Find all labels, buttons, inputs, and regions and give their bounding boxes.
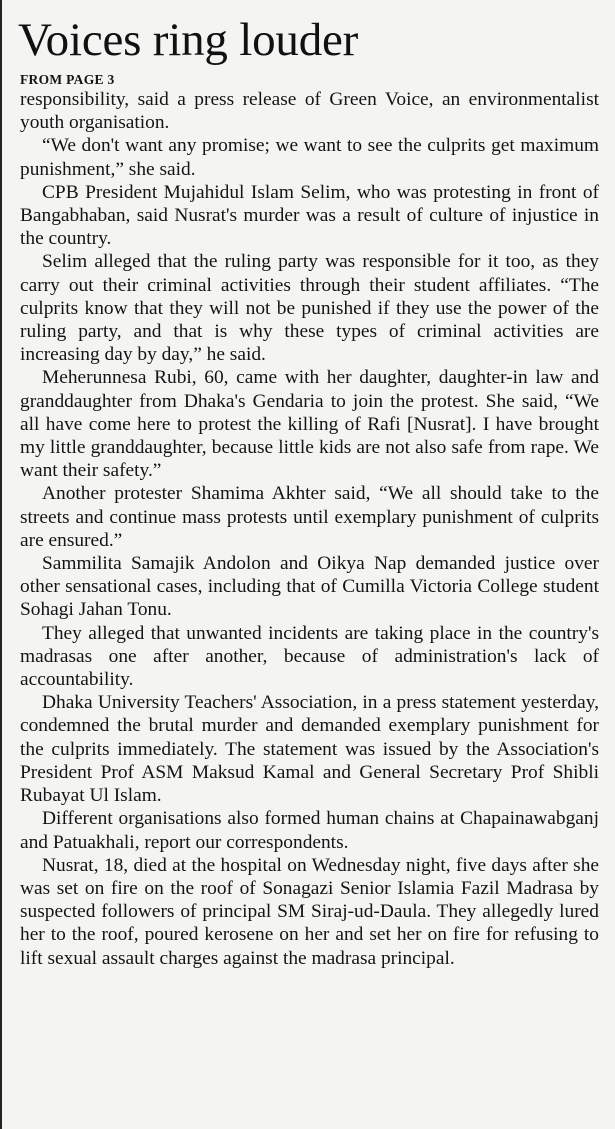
paragraph: Sammilita Samajik Andolon and Oikya Nap demanded justice over other sensational cases, including that of Cumilla Victoria College student Sohagi Jahan Tonu.: [20, 553, 599, 621]
paragraph: responsibility, said a press release of Green Voice, an environmentalist youth organisation.: [20, 89, 599, 134]
paragraph: Different organisations also formed human chains at Chapainawabganj and Patuakhali, report our correspondents.: [20, 808, 599, 853]
paragraph: Selim alleged that the ruling party was responsible for it too, as they carry out their criminal activities through their student affiliates. “The culprits know that they will not be punished if they use the power of the ruling party, and that is why these types of criminal activities are increasing day by day,” he said.: [20, 251, 599, 366]
paragraph: Another protester Shamima Akhter said, “We all should take to the streets and continue mass protests until exemplary punishment of culprits are ensured.”: [20, 483, 599, 551]
paragraph: Nusrat, 18, died at the hospital on Wednesday night, five days after she was set on fire on the roof of Sonagazi Senior Islamia Fazil Madrasa by suspected followers of principal SM Siraj-ud-Daula. They allegedly lured her to the roof, poured kerosene on her and set her on fire for refusing to lift sexual assault charges against the madrasa principal.: [20, 854, 599, 969]
paragraph: “We don't want any promise; we want to see the culprits get maximum punishment,” she said.: [20, 135, 599, 180]
paragraph: Meherunnesa Rubi, 60, came with her daughter, daughter-in law and granddaughter from Dhaka's Gendaria to join the protest. She said, “We all have come here to protest the killing of Rafi [Nusrat]. I have brought my little granddaughter, because little kids are not also safe from rape. We want their safety.”: [20, 367, 599, 482]
paragraph: Dhaka University Teachers' Association, in a press statement yesterday, condemned the brutal murder and demanded exemplary punishment for the culprits immediately. The statement was issued by the Association's President Prof ASM Maksud Kamal and General Secretary Prof Shibli Rubayat Ul Islam.: [20, 692, 599, 807]
headline: Voices ring louder: [18, 14, 359, 66]
paragraph: CPB President Mujahidul Islam Selim, who was protesting in front of Bangabhaban, said Nusrat's murder was a result of culture of injustice in the country.: [20, 181, 599, 250]
paragraph: They alleged that unwanted incidents are taking place in the country's madrasas one after another, because of administration's lack of accountability.: [20, 622, 599, 691]
jump-line: FROM PAGE 3: [20, 72, 115, 87]
